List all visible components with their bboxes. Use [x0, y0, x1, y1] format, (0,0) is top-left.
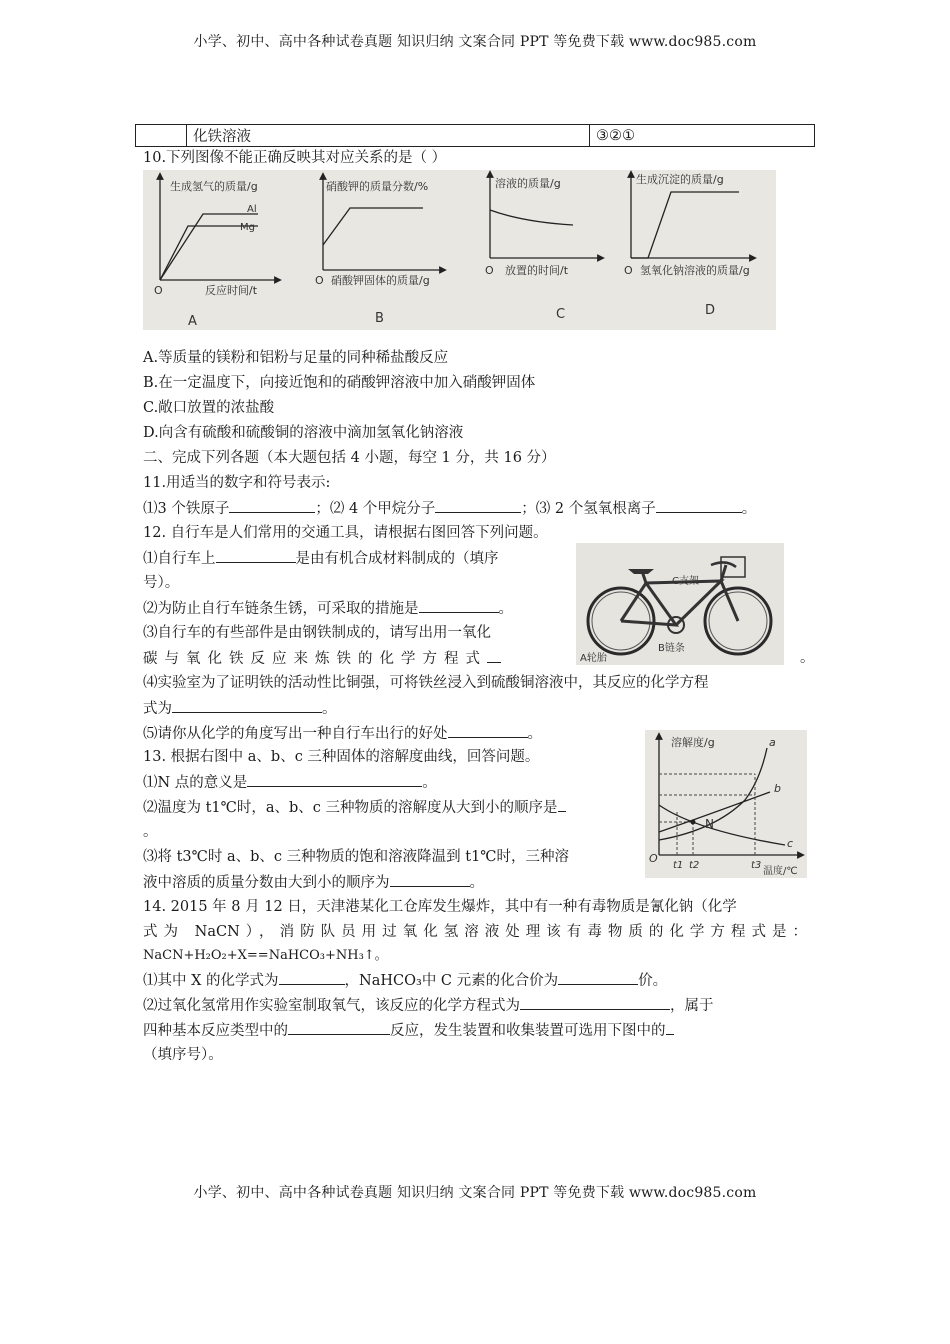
bike-label-b: B链条	[658, 643, 685, 654]
q11-blank-3[interactable]	[656, 498, 742, 513]
q14-blank-2[interactable]	[558, 970, 638, 985]
q13-s2	[143, 797, 566, 818]
q11-blank-1[interactable]	[229, 498, 315, 513]
q11-parts	[143, 498, 756, 519]
solubility-svg	[645, 730, 807, 878]
q11-end: 。	[741, 501, 757, 517]
q10-graphs-figure	[143, 170, 776, 330]
bike-label-a: A轮胎	[580, 653, 607, 664]
q12-stem: 12. 自行车是人们常用的交通工具，请根据右图回答下列问题。	[143, 525, 548, 541]
q12-s4-text: 式为	[143, 701, 172, 717]
q10-stem: 10.下列图像不能正确反映其对应关系的是（ ）	[143, 150, 447, 166]
q12-blank-3[interactable]	[487, 648, 501, 663]
graph-d	[624, 172, 753, 318]
graph-a-xlabel: 反应时间/t	[205, 284, 258, 297]
sol-label-c: c	[787, 837, 794, 850]
graph-a-mg-line	[160, 226, 258, 280]
graph-b-xlabel: 硝酸钾固体的质量/g	[331, 274, 430, 287]
q14-s6-text-a: 四种基本反应类型中的	[143, 1023, 288, 1039]
section-2-heading: 二、完成下列各题（本大题包括 4 小题，每空 1 分，共 16 分）	[143, 450, 556, 466]
bike-handlebar	[711, 562, 736, 567]
q13-blank-3[interactable]	[390, 872, 470, 887]
q12-blank-4[interactable]	[172, 698, 322, 713]
q10-option-a: A.等质量的镁粉和铝粉与足量的同种稀盐酸反应	[143, 350, 449, 366]
sol-t1: t1	[673, 860, 684, 871]
sol-xlabel: 温度/℃	[763, 866, 798, 877]
graph-c	[485, 174, 601, 322]
q11-blank-2[interactable]	[435, 498, 521, 513]
graph-d-letter: D	[705, 303, 716, 318]
q12-blank-5[interactable]	[448, 723, 528, 738]
q14-s4	[143, 970, 667, 991]
q14-s7: （填序号）。	[143, 1047, 223, 1063]
sol-t3: t3	[751, 860, 762, 871]
graph-b-origin: O	[315, 274, 324, 287]
q10-option-d: D.向含有硫酸和硫酸铜的溶液中滴加氢氧化钠溶液	[143, 425, 464, 441]
graph-c-letter: C	[556, 307, 566, 322]
q13-s1-end: 。	[422, 775, 437, 791]
sol-label-n: N	[705, 817, 714, 831]
q13-blank-1[interactable]	[247, 772, 422, 787]
q12-s4a: ⑷实验室为了证明铁的活动性比铜强，可将铁丝浸入到硫酸铜溶液中，其反应的化学方程	[143, 675, 709, 691]
graph-c-origin: O	[485, 264, 494, 277]
q12-s1c: 号）。	[143, 575, 180, 591]
q13-stem: 13. 根据右图中 a、b、c 三种固体的溶解度曲线，回答问题。	[143, 749, 540, 765]
q12-s1	[143, 548, 499, 569]
page-header: 小学、初中、高中各种试卷真题 知识归纳 文案合同 PPT 等免费下载 www.doc985.com	[193, 34, 757, 50]
graph-a-letter: A	[188, 314, 197, 329]
sol-t2: t2	[689, 860, 700, 871]
sol-point-n	[691, 820, 696, 825]
q13-s2-text: ⑵温度为 t1℃时，a、b、c 三种物质的溶解度从大到小的顺序是	[143, 800, 558, 816]
q14-blank-1[interactable]	[279, 970, 345, 985]
q10-option-c: C.敞口放置的浓盐酸	[143, 400, 275, 416]
q12-s2	[143, 598, 513, 619]
q13-s3-end: 。	[469, 875, 484, 891]
q12-s3c: 。	[800, 650, 815, 666]
q12-s3-text: 碳与氧化铁反应来炼铁的化学方程式	[143, 651, 487, 667]
q14-s3: NaCN+H₂O₂+X==NaHCO₃+NH₃↑。	[143, 948, 388, 963]
q13-s3-text: 液中溶质的质量分数由大到小的顺序为	[143, 875, 390, 891]
graph-b-line	[323, 208, 423, 245]
q11-part-3: ；⑶ 2 个氢氧根离子	[521, 501, 656, 517]
q10-graphs-svg	[143, 170, 776, 330]
q12-s1-text-a: ⑴自行车上	[143, 551, 216, 567]
sol-curve-b	[659, 792, 770, 832]
graph-a	[154, 176, 278, 329]
graph-a-ylabel: 生成氢气的质量/g	[170, 180, 258, 193]
bicycle-figure	[576, 543, 784, 665]
q12-s4b	[143, 698, 337, 719]
q14-s2: 式为 NaCN），消防队员用过氧化氢溶液处理该有毒物质的化学方程式是：	[143, 924, 807, 940]
graph-b	[315, 176, 443, 326]
page-footer: 小学、初中、高中各种试卷真题 知识归纳 文案合同 PPT 等免费下载 www.doc985.com	[193, 1185, 757, 1201]
bicycle-svg	[576, 543, 784, 665]
graph-a-mg-label: Mg	[240, 222, 255, 233]
q11-part-1: ⑴3 个铁原子	[143, 501, 230, 517]
graph-c-ylabel: 溶液的质量/g	[495, 177, 561, 190]
graph-d-origin: O	[624, 264, 633, 277]
q14-blank-3[interactable]	[520, 995, 670, 1010]
sol-ylabel: 溶解度/g	[671, 736, 715, 749]
q11-part-2: ；⑵ 4 个甲烷分子	[315, 501, 436, 517]
bike-seat	[628, 569, 654, 574]
graph-c-xlabel: 放置的时间/t	[505, 264, 569, 277]
q14-s6	[143, 1020, 674, 1041]
q12-blank-2[interactable]	[419, 598, 499, 613]
q12-s5	[143, 723, 542, 744]
table-cell-content: 化铁溶液	[187, 125, 590, 147]
sol-origin: O	[649, 852, 658, 865]
graph-d-line	[631, 192, 739, 258]
q11-stem: 11.用适当的数字和符号表示:	[143, 475, 331, 491]
q12-s1-text-b: 是由有机合成材料制成的（填序	[295, 551, 499, 567]
q13-s2-end: 。	[143, 824, 158, 840]
q13-blank-2[interactable]	[558, 797, 566, 812]
q13-s1	[143, 772, 437, 793]
q14-blank-4[interactable]	[288, 1020, 390, 1035]
sol-label-a: a	[769, 736, 776, 749]
graph-b-ylabel: 硝酸钾的质量分数/%	[326, 180, 429, 193]
graph-c-curve	[490, 210, 573, 225]
graph-a-origin: O	[154, 284, 163, 297]
q14-s4-text-b: ，NaHCO₃中 C 元素的化合价为	[344, 973, 559, 989]
q13-s3a: ⑶将 t3℃时 a、b、c 三种物质的饱和溶液降温到 t1℃时，三种溶	[143, 849, 570, 865]
q12-s2-text-a: ⑵为防止自行车链条生锈，可采取的措施是	[143, 601, 419, 617]
q12-s3a: ⑶自行车的有些部件是由钢铁制成的，请写出用一氧化	[143, 625, 491, 641]
q12-s4-end: 。	[322, 701, 337, 717]
table-cell-empty	[136, 125, 187, 147]
answer-table-row	[135, 124, 815, 147]
q10-option-b: B.在一定温度下，向接近饱和的硝酸钾溶液中加入硝酸钾固体	[143, 375, 536, 391]
q14-s5-text-a: ⑵过氧化氢常用作实验室制取氧气，该反应的化学方程式为	[143, 998, 520, 1014]
table-cell-answer: ③②①	[590, 125, 815, 147]
q12-s5-text: ⑸请你从化学的角度写出一种自行车出行的好处	[143, 726, 448, 742]
q12-s3b	[143, 648, 501, 669]
bike-label-c: C支架	[672, 576, 699, 587]
graph-b-letter: B	[375, 311, 384, 326]
graph-d-ylabel: 生成沉淀的质量/g	[636, 173, 724, 186]
q12-s2-text-b: 。	[498, 601, 513, 617]
q14-s5	[143, 995, 714, 1016]
q14-blank-5[interactable]	[666, 1020, 674, 1035]
graph-a-al-label: Al	[247, 204, 257, 215]
q14-s6-text-b: 反应，发生装置和收集装置可选用下图中的	[390, 1023, 666, 1039]
q13-s1-text: ⑴N 点的意义是	[143, 775, 248, 791]
q14-s4-text-a: ⑴其中 X 的化学式为	[143, 973, 279, 989]
graph-d-xlabel: 氢氧化钠溶液的质量/g	[640, 264, 750, 277]
q12-blank-1[interactable]	[216, 548, 296, 563]
q14-s1: 14. 2015 年 8 月 12 日，天津港某化工仓库发生爆炸，其中有一种有毒物质是氰化钠（化学	[143, 899, 737, 915]
solubility-figure	[645, 730, 807, 878]
sol-label-b: b	[774, 782, 781, 795]
q12-s5-end: 。	[527, 726, 542, 742]
q14-s5-text-b: ，属于	[670, 998, 714, 1014]
q14-s4-text-c: 价。	[638, 973, 668, 989]
q13-s3b	[143, 872, 484, 893]
